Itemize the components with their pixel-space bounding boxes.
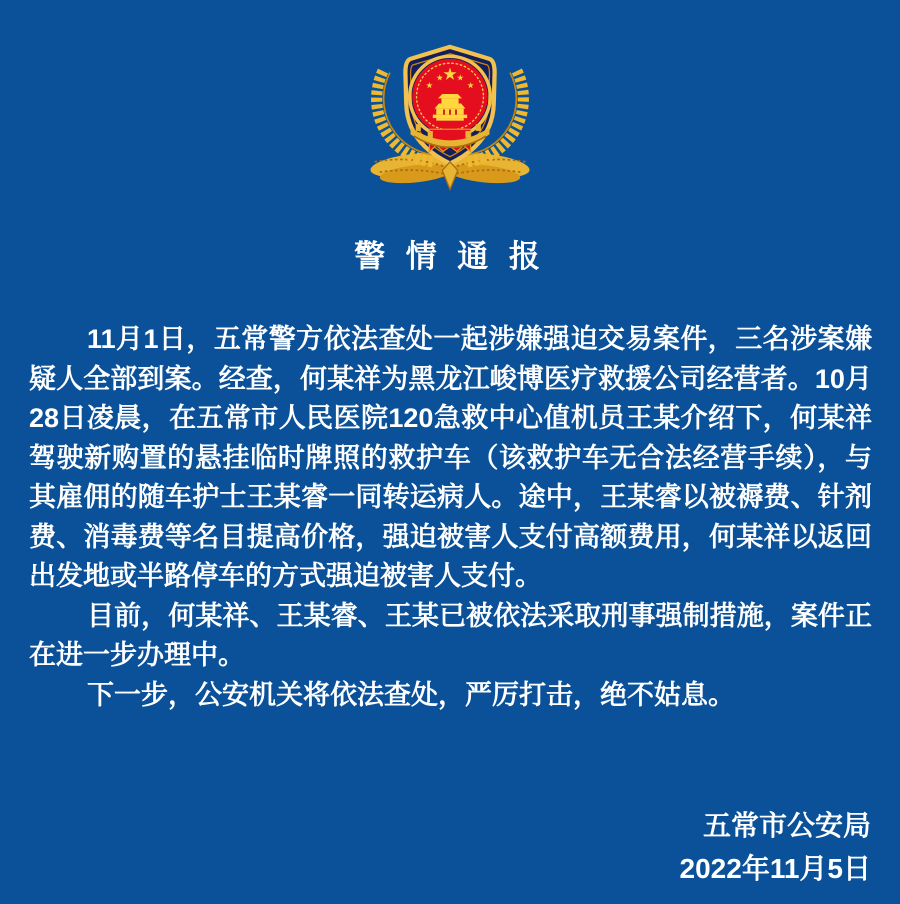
- notice-title: 警 情 通 报: [354, 239, 546, 274]
- notice-body: [29, 320, 872, 715]
- notice-paragraph: 下一步，公安机关将依法查处，严厉打击，绝不姑息。: [87, 679, 736, 710]
- issuing-agency: 五常市公安局: [702, 810, 871, 841]
- notice-footer: [680, 804, 871, 890]
- police-badge-icon: [364, 28, 536, 191]
- issue-date: 2022年11月5日: [679, 853, 871, 884]
- notice-paragraph: 目前，何某祥、王某睿、王某已被依法采取刑事强制措施，案件正在进一步办理中。: [29, 600, 872, 670]
- notice-paragraph: 11月1日，五常警方依法查处一起涉嫌强迫交易案件，三名涉案嫌疑人全部到案。经查，何某祥为黑龙江峻博医疗救援公司经营者。10月28日凌晨，在五常市人民医院120急救中心值机员王某介绍下，何某祥驾驶新购置的悬挂临时牌照的救护车（该救护车无合法经营手续），与其雇佣的随车护士王某睿一同转运病人。途中，王某睿以被褥费、针剂费、消毒费等名目提高价格，强迫被害人支付高额费用，何某祥以返回出发地或半路停车的方式强迫被害人支付。: [29, 324, 872, 591]
- police-badge-container: [0, 28, 900, 191]
